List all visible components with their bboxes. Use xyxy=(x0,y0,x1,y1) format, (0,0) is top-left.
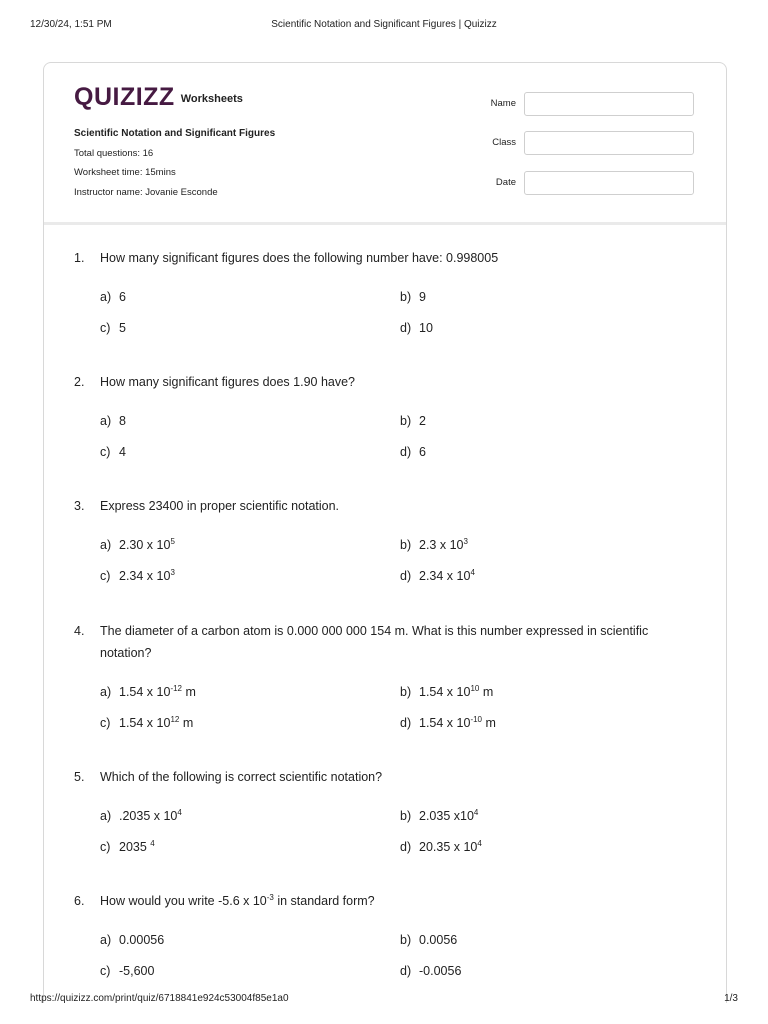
option-b: b) 2.3 x $10^3$ xyxy=(400,537,468,552)
name-field xyxy=(474,92,696,116)
question-number: 2. xyxy=(74,375,85,389)
option-a: a) 0.00056 xyxy=(100,933,165,947)
class-input[interactable] xyxy=(524,131,694,155)
option-b: b) 1.54 x $10^{10}$ m xyxy=(400,684,494,699)
question-text: Which of the following is correct scientific notation? xyxy=(100,770,383,784)
brand-subtitle: Worksheets xyxy=(180,93,243,105)
option-a: a) 6 xyxy=(100,290,126,304)
instructor-name: Instructor name: Jovanie Esconde xyxy=(74,186,218,198)
print-datetime: 12/30/24, 1:51 PM xyxy=(30,19,112,30)
question-number: 6. xyxy=(74,894,85,908)
question-number: 4. xyxy=(74,624,85,638)
question-number: 5. xyxy=(74,770,85,784)
worksheet-card xyxy=(43,62,727,1003)
option-c: c) 1.54 x $10^{12}$ m xyxy=(100,715,194,730)
option-a: a) .2035 x $10^4$ xyxy=(100,808,182,823)
option-d: d) 20.35 x $10^4$ xyxy=(400,839,482,854)
worksheet-time: Worksheet time: 15mins xyxy=(74,167,176,178)
print-url: https://quizizz.com/print/quiz/6718841e924c53004f85e1a0 xyxy=(30,993,289,1004)
date-label: Date xyxy=(495,177,516,188)
name-input[interactable] xyxy=(524,92,694,116)
class-field xyxy=(474,131,696,155)
worksheet-header xyxy=(44,63,726,225)
class-label: Class xyxy=(492,137,516,148)
quizizz-logo: QUIZIZZ xyxy=(74,83,175,111)
question-text: Express 23400 in proper scientific notation. xyxy=(100,499,340,513)
option-c: c) 4 xyxy=(100,445,126,459)
option-b: b) 9 xyxy=(400,290,426,304)
option-c: c) 2.34 x $10^3$ xyxy=(100,568,175,583)
name-label: Name xyxy=(490,98,516,109)
brand xyxy=(74,83,243,111)
total-questions: Total questions: 16 xyxy=(74,147,154,159)
option-d: d) 10 xyxy=(400,321,433,335)
option-c: c) -5,600 xyxy=(100,964,155,978)
question-text: How many significant figures does the following number have: 0.998005 xyxy=(100,251,499,265)
option-a: a) 2.30 x $10^5$ xyxy=(100,537,175,552)
option-b: b) 2 xyxy=(400,414,426,428)
question-text: How many significant figures does 1.90 have? xyxy=(100,375,356,389)
print-header xyxy=(30,19,738,33)
question-number: 3. xyxy=(74,499,85,513)
print-page-title: Scientific Notation and Significant Figures | Quizizz xyxy=(271,19,497,30)
date-input[interactable] xyxy=(524,171,694,195)
question-text: The diameter of a carbon atom is 0.000 000 000 154 m. What is this number expressed in scientific notation? xyxy=(100,624,649,660)
option-b: b) 2.035 $x10^4$ xyxy=(400,808,479,823)
option-d: d) 2.34 x $10^4$ xyxy=(400,568,475,583)
option-a: a) 8 xyxy=(100,414,126,428)
worksheet-title: Scientific Notation and Significant Figures xyxy=(74,128,276,139)
question-text: How would you write -5.6 x $10^{-3}$ in standard form? xyxy=(100,893,375,908)
option-c: c) 2035 $^4$ xyxy=(100,839,155,854)
option-d: d) 1.54 x $10^{-10}$ m xyxy=(400,715,496,730)
date-field xyxy=(474,171,696,195)
question-number: 1. xyxy=(74,251,85,265)
option-d: d) -0.0056 xyxy=(400,964,462,978)
option-c: c) 5 xyxy=(100,321,126,335)
option-b: b) 0.0056 xyxy=(400,933,458,947)
print-footer xyxy=(30,993,738,1007)
worksheet-meta xyxy=(74,127,275,205)
option-d: d) 6 xyxy=(400,445,426,459)
option-a: a) 1.54 x $10^{-12}$ m xyxy=(100,684,196,699)
page-number: 1/3 xyxy=(724,993,738,1004)
